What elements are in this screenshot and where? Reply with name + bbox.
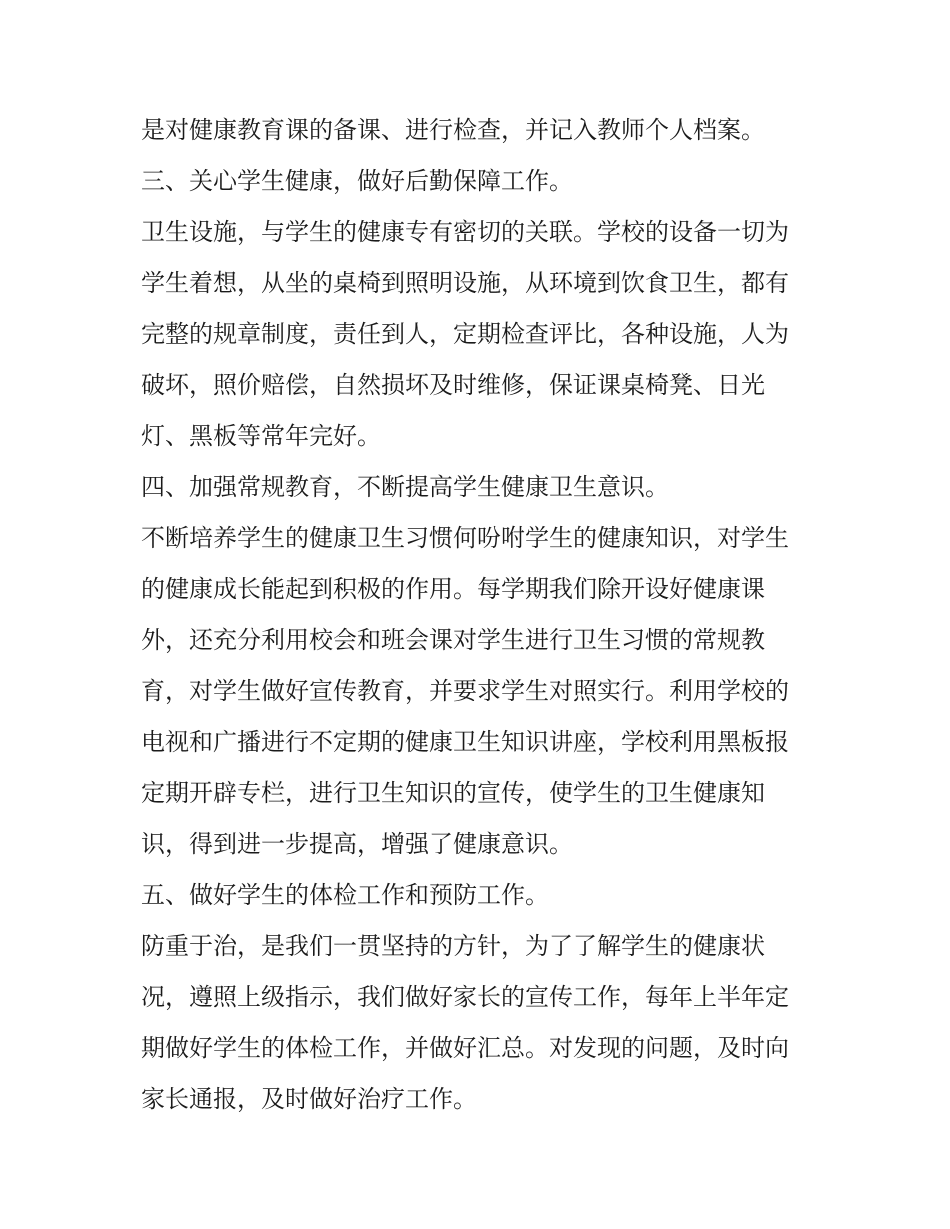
section-heading: 四、加强常规教育，不断提高学生健康卫生意识。: [141, 473, 669, 501]
text-line: 破坏，照价赔偿，自然损坏及时维修，保证课桌椅凳、日光: [141, 371, 765, 399]
text-line: 识，得到进一步提高，增强了健康意识。: [141, 830, 573, 858]
text-line: 卫生设施，与学生的健康专有密切的关联。学校的设备一切为: [141, 218, 789, 246]
text-line: 况，遵照上级指示，我们做好家长的宣传工作，每年上半年定: [141, 983, 789, 1011]
section-heading: 三、关心学生健康，做好后勤保障工作。: [141, 167, 573, 195]
text-line: 防重于治，是我们一贯坚持的方针，为了了解学生的健康状: [141, 932, 765, 960]
text-line: 学生着想，从坐的桌椅到照明设施，从环境到饮食卫生，都有: [141, 269, 789, 297]
text-line: 定期开辟专栏，进行卫生知识的宣传，使学生的卫生健康知: [141, 779, 765, 807]
text-line: 期做好学生的体检工作，并做好汇总。对发现的问题，及时向: [141, 1034, 789, 1062]
text-line: 完整的规章制度，责任到人，定期检查评比，各种设施，人为: [141, 320, 789, 348]
text-line: 是对健康教育课的备课、进行检查，并记入教师个人档案。: [141, 116, 765, 144]
text-line: 电视和广播进行不定期的健康卫生知识讲座，学校利用黑板报: [141, 728, 789, 756]
text-line: 外，还充分利用校会和班会课对学生进行卫生习惯的常规教: [141, 626, 765, 654]
text-line: 灯、黑板等常年完好。: [141, 422, 381, 450]
text-line: 不断培养学生的健康卫生习惯何吩咐学生的健康知识，对学生: [141, 524, 789, 552]
section-heading: 五、做好学生的体检工作和预防工作。: [141, 881, 549, 909]
text-line: 的健康成长能起到积极的作用。每学期我们除开设好健康课: [141, 575, 765, 603]
text-line: 家长通报，及时做好治疗工作。: [141, 1085, 477, 1113]
text-line: 育，对学生做好宣传教育，并要求学生对照实行。利用学校的: [141, 677, 789, 705]
